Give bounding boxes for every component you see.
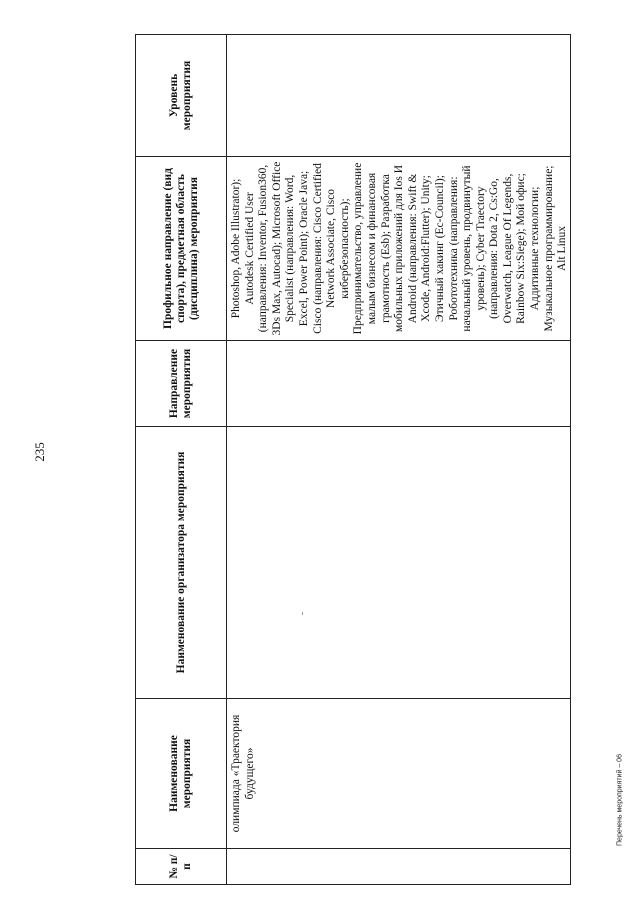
page-number: 235 bbox=[32, 442, 47, 462]
events-table-container bbox=[135, 35, 569, 885]
scan-mark bbox=[302, 612, 303, 615]
cell-event-name: олимпиада «Траектория будущего» bbox=[227, 699, 571, 849]
header-number: № п/п bbox=[136, 849, 227, 885]
footer-caption: Перечень мероприятий – 06 bbox=[616, 754, 624, 846]
cell-number bbox=[227, 849, 571, 885]
cell-level bbox=[227, 35, 571, 157]
header-direction: Направление мероприятия bbox=[136, 341, 227, 427]
header-profile: Профильное направление (вид спорта), предметная область (дисциплина) мероприятия bbox=[136, 157, 227, 341]
header-event-name: Наименование мероприятия bbox=[136, 699, 227, 849]
header-organizer: Наименование организатора мероприятия bbox=[136, 427, 227, 699]
cell-profile: Photoshop, Adobe Illustrator); Autodesk Certified User (направления: Inventor, Fusion360, 3Ds Max, Autocad); Microsoft Office Specialist (направления: Word, Excel, Power Point); Oracle Java; Cisco (направления: Cisco Certified Network Associate, Cisco кибербезопасность); Предпринимательство, управление малым бизнесом и финансовая грамотность (Esb); Разработка мобильных приложений для Ios И Android (направления: Swift & Xcode, Android:Flutter); Unity; Этичный хакинг (Ec-Council); Робототехника (направления: начальный уровень, продвинутый уровень); Cyber Traectory (направления: Dota 2, Cs:Go, Overwatch, League Of Legends, Rainbow Six:Siege); Мой офис; Аддитивные технологии; Музыкальное программирование; Alt Linux bbox=[227, 157, 571, 341]
cell-direction bbox=[227, 341, 571, 427]
header-level: Уровень мероприятия bbox=[136, 35, 227, 157]
table-header-row bbox=[136, 35, 227, 885]
events-table bbox=[135, 34, 571, 885]
table-row bbox=[227, 35, 571, 885]
cell-organizer bbox=[227, 427, 571, 699]
